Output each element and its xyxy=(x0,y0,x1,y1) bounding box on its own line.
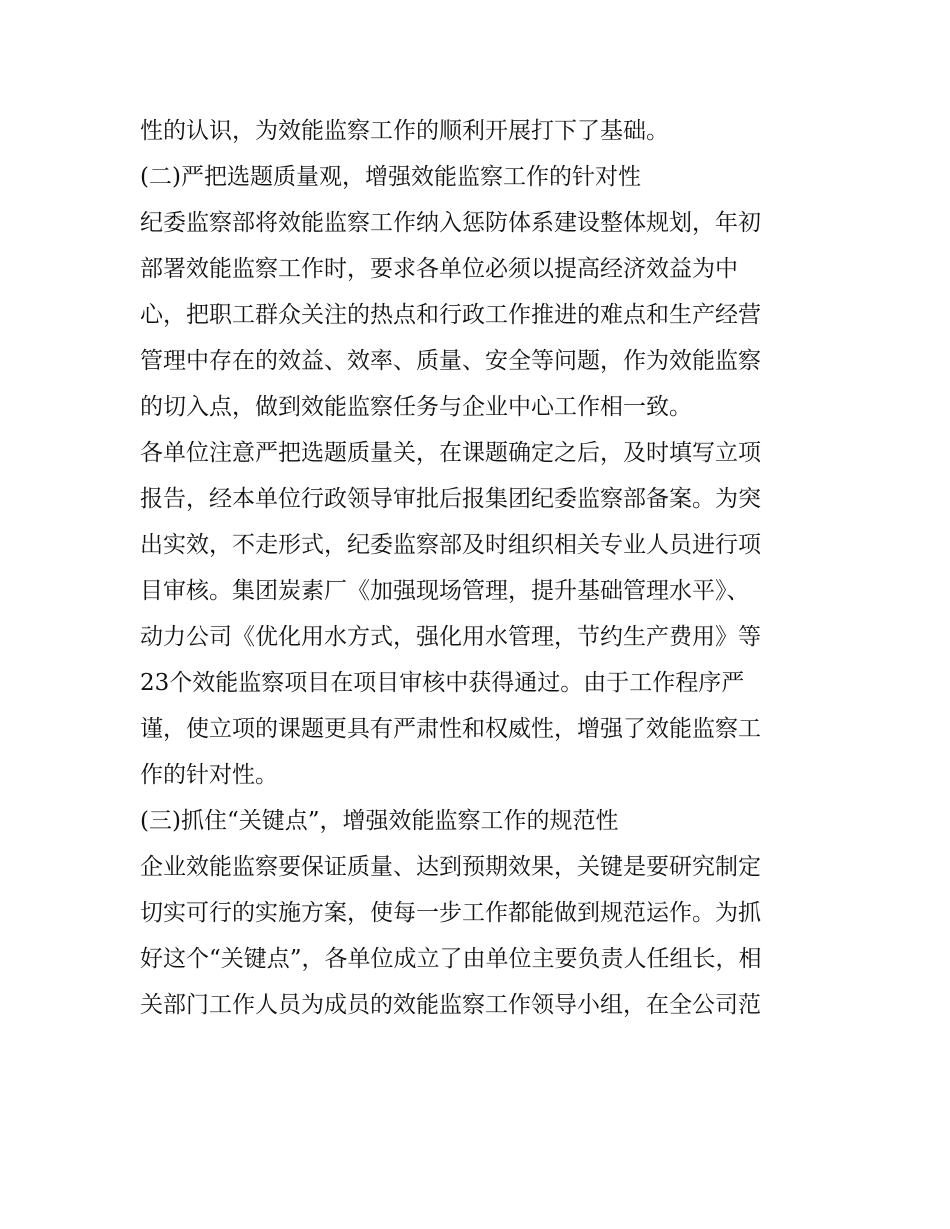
text-line-14: 谨，使立项的课题更具有严肃性和权威性，增强了效能监察工 xyxy=(140,716,761,742)
text-line-10: 出实效，不走形式，纪委监察部及时组织相关专业人员进行项 xyxy=(140,532,761,558)
text-line-1: 性的认识，为效能监察工作的顺利开展打下了基础。 xyxy=(140,118,669,144)
text-line-7: 的切入点，做到效能监察任务与企业中心工作相一致。 xyxy=(140,394,692,420)
text-line-11: 目审核。集团炭素厂《加强现场管理，提升基础管理水平》、 xyxy=(140,578,750,604)
body-text xyxy=(140,108,820,1028)
text-line-19: 好这个“关键点”，各单位成立了由单位主要负责人任组长，相 xyxy=(140,946,762,972)
text-line-8: 各单位注意严把选题质量关，在课题确定之后，及时填写立项 xyxy=(140,440,761,466)
text-line-13: 23个效能监察项目在项目审核中获得通过。由于工作程序严 xyxy=(140,670,745,696)
text-line-5: 心，把职工群众关注的热点和行政工作推进的难点和生产经营 xyxy=(140,302,761,328)
text-line-18: 切实可行的实施方案，使每一步工作都能做到规范运作。为抓 xyxy=(140,900,761,926)
text-line-12: 动力公司《优化用水方式，强化用水管理，节约生产费用》等 xyxy=(140,624,761,650)
text-line-3: 纪委监察部将效能监察工作纳入惩防体系建设整体规划，年初 xyxy=(140,210,761,236)
section-heading-2: (二)严把选题质量观，增强效能监察工作的针对性 xyxy=(140,164,641,190)
text-line-17: 企业效能监察要保证质量、达到预期效果，关键是要研究制定 xyxy=(140,854,761,880)
section-heading-3: (三)抓住“关键点”，增强效能监察工作的规范性 xyxy=(140,808,619,834)
text-line-15: 作的针对性。 xyxy=(140,762,278,788)
text-line-4: 部署效能监察工作时，要求各单位必须以提高经济效益为中 xyxy=(140,256,738,282)
text-line-6: 管理中存在的效益、效率、质量、安全等问题，作为效能监察 xyxy=(140,348,761,374)
text-line-20: 关部门工作人员为成员的效能监察工作领导小组，在全公司范 xyxy=(140,992,761,1018)
text-line-9: 报告，经本单位行政领导审批后报集团纪委监察部备案。为突 xyxy=(140,486,761,512)
